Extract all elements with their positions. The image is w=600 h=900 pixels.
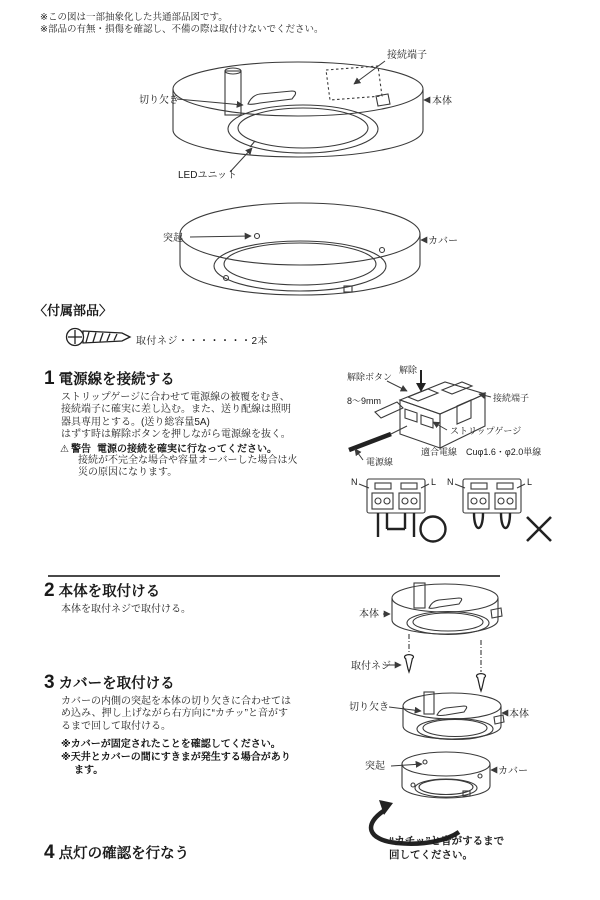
step-3-note: ます。: [74, 765, 104, 777]
terminal-diagram-labels: [347, 364, 541, 467]
step-2-number: 2: [44, 580, 55, 601]
release-label: 解除: [399, 365, 418, 375]
note-line: ※部品の有無・損傷を確認し、不備の際は取付けないでください。: [40, 23, 324, 35]
led-unit-label: LEDユニット: [178, 170, 238, 181]
strip-length-label: 8〜9mm: [347, 396, 382, 406]
wiring-ok-wires: [378, 513, 414, 537]
attach-cover-drawing: [402, 752, 490, 798]
step-3-note: ※天井とカバーの間にすきまが発生する場合があり: [61, 752, 291, 764]
warning-label: 警告: [70, 444, 91, 455]
wiring-ng-block: [463, 479, 521, 513]
wiring-ok-ng-diagram: [345, 471, 595, 559]
step-3-note: ※カバーが固定されたことを確認してください。: [61, 739, 281, 751]
warning-heading: [60, 440, 350, 455]
rotate-caption: 回してください。: [389, 849, 473, 861]
step-3-title: カバーを取付ける: [58, 676, 175, 692]
terminal-drawing: [375, 382, 485, 448]
mount-body-labels: [351, 607, 401, 672]
cover-label: カバー: [498, 766, 528, 777]
step-1-number: 1: [44, 368, 55, 389]
wiring-ok-block: [367, 479, 425, 513]
mounting-screws: [405, 655, 486, 691]
step-3-body: カバーの内側の突起を本体の切り欠きに合わせては め込み、押し上げながら右方向に“カチッ”と音がす るまで回して取付ける。 ※カバーが固定されたことを確認してください。 ※天井とカバーの間にすきまが発生する場合があり ます。: [44, 696, 349, 777]
notch-label: 切り欠き: [349, 702, 389, 713]
body-label: 本体: [509, 709, 529, 720]
step-1-body: ストリップゲージに合わせて電源線の被覆をむき、 接続端子に確実に差し込む。また、送り配線は照明 器具専用とする。(送り総容量5A) はずす時は解除ボタンを押しながら電源線を抜く。: [61, 392, 291, 441]
ok-mark: [421, 517, 446, 542]
accessories-heading: 〈付属部品〉: [34, 303, 113, 318]
l-label: L: [431, 477, 437, 487]
step-3-number: 3: [44, 672, 55, 693]
warning-title: 電源の接続を確実に行なってください。: [96, 444, 277, 455]
strip-gauge-label: ストリップゲージ: [450, 426, 522, 436]
wiring-ng-wires: [474, 513, 510, 528]
terminal-block-diagram: [345, 364, 597, 470]
step-4-number: 4: [44, 842, 55, 863]
warning-line: 接続が不完全な場合や容量オーバーした場合は火: [78, 455, 298, 466]
body-parts-diagram: [130, 44, 462, 192]
body-diagram-labels: [139, 48, 452, 181]
attach-body-drawing: [403, 692, 504, 740]
cover-drawing: [180, 203, 420, 295]
release-button-label: 解除ボタン: [347, 372, 393, 382]
protrusion-label: 突起: [365, 761, 385, 772]
notch-label: 切り欠き: [139, 95, 179, 106]
note-line: ※この図は一部抽象化した共通部品図です。: [40, 12, 228, 23]
step-4: [44, 842, 189, 864]
l-label: L: [527, 477, 533, 487]
wire-spec-label: 適合電線 Cuφ1.6・φ2.0単線: [421, 447, 542, 457]
body-label: 本体: [432, 96, 452, 107]
cover-label: カバー: [428, 236, 458, 247]
step-2: [44, 580, 344, 616]
power-line-label: 電源線: [366, 457, 394, 467]
terminal-label: 接続端子: [387, 50, 427, 61]
screw-item-label: 取付ネジ・・・・・・・2本: [136, 336, 269, 347]
screw-icon: [64, 326, 136, 348]
n-label: N: [447, 477, 454, 487]
power-wire: [349, 434, 391, 450]
warning-line: 災の原因になります。: [78, 467, 178, 479]
mount-screw-label: 取付ネジ: [351, 661, 391, 672]
step-4-title: 点灯の確認を行なう: [58, 846, 190, 862]
header-notes: [40, 12, 323, 36]
step-1: [44, 368, 344, 442]
step-2-title: 本体を取付ける: [58, 584, 161, 600]
attach-cover-diagram: [345, 688, 595, 893]
mount-body-diagram: [345, 576, 595, 694]
step-1-title: 電源線を接続する: [58, 372, 175, 388]
body-label: 本体: [359, 609, 379, 620]
step-2-body: 本体を取付ネジで取付ける。: [61, 604, 191, 615]
step-3: [44, 672, 349, 777]
ng-mark: [527, 517, 551, 541]
step-1-warning: [60, 440, 350, 480]
rotate-caption: “カチッ”と音がするまで: [389, 835, 505, 847]
terminal-label: 接続端子: [493, 393, 530, 403]
cover-parts-diagram: [130, 194, 462, 306]
release-press-arrow: [416, 370, 426, 392]
protrusion-label: 突起: [163, 233, 183, 244]
warning-icon: ⚠: [60, 444, 69, 455]
n-label: N: [351, 477, 358, 487]
body-drawing: [173, 62, 423, 157]
